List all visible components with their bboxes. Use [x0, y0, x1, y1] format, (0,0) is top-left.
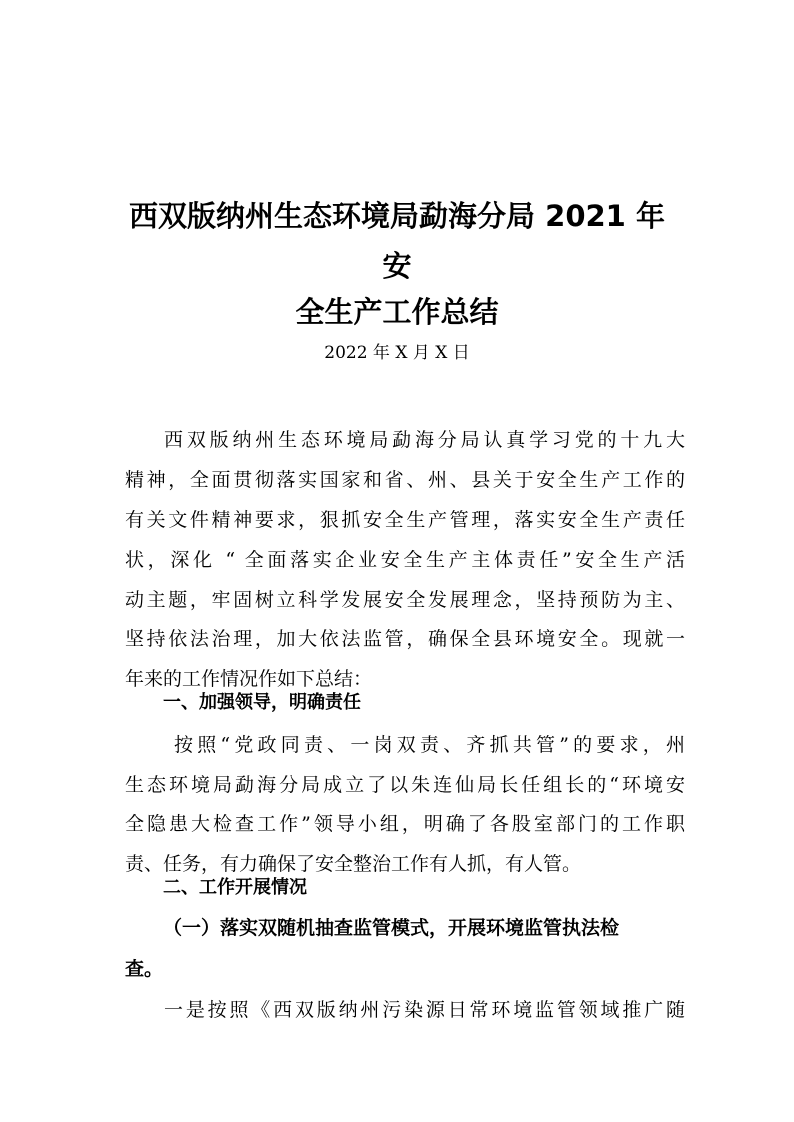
intro-line: 坚持依法治理，加大依法监管，确保全县环境安全。现就一	[125, 628, 685, 650]
intro-line: 年来的工作情况作如下总结：	[125, 668, 373, 690]
section-1-line: 生态环境局勐海分局成立了以朱连仙局长任组长的“环境安	[125, 774, 685, 796]
subsection-1-heading-continued: 查。	[125, 958, 164, 980]
section-1-line: 按照“党政同责、一岗双责、齐抓共管”的要求，州	[174, 734, 685, 756]
section-1-line: 全隐患大检查工作”领导小组，明确了各股室部门的工作职	[125, 813, 685, 835]
intro-line: 状，深化 “ 全面落实企业安全生产主体责任”安全生产活	[125, 549, 685, 571]
intro-line: 有关文件精神要求，狠抓安全生产管理，落实安全生产责任	[125, 509, 685, 531]
document-date: 2022 年 X 月 X 日	[324, 343, 470, 363]
document-title-line-2: 安	[382, 249, 412, 283]
intro-line: 动主题，牢固树立科学发展安全发展理念，坚持预防为主、	[125, 589, 685, 611]
section-1-line: 责、任务，有力确保了安全整治工作有人抓，有人管。	[125, 853, 582, 875]
document-title-line-1: 西双版纳州生态环境局勐海分局 2021 年	[129, 199, 665, 233]
intro-line: 西双版纳州生态环境局勐海分局认真学习党的十九大	[164, 429, 685, 451]
section-2-heading: 二、工作开展情况	[163, 877, 307, 898]
intro-line: 精神，全面贯彻落实国家和省、州、县关于安全生产工作的	[125, 469, 685, 491]
section-1-heading: 一、加强领导，明确责任	[163, 692, 361, 713]
subsection-1-heading: （一）落实双随机抽查监管模式，开展环境监管执法检	[163, 917, 620, 939]
section-2-paragraph-line: 一是按照《西双版纳州污染源日常环境监管领域推广随	[164, 999, 685, 1021]
document-title-line-3: 全生产工作总结	[295, 295, 499, 329]
